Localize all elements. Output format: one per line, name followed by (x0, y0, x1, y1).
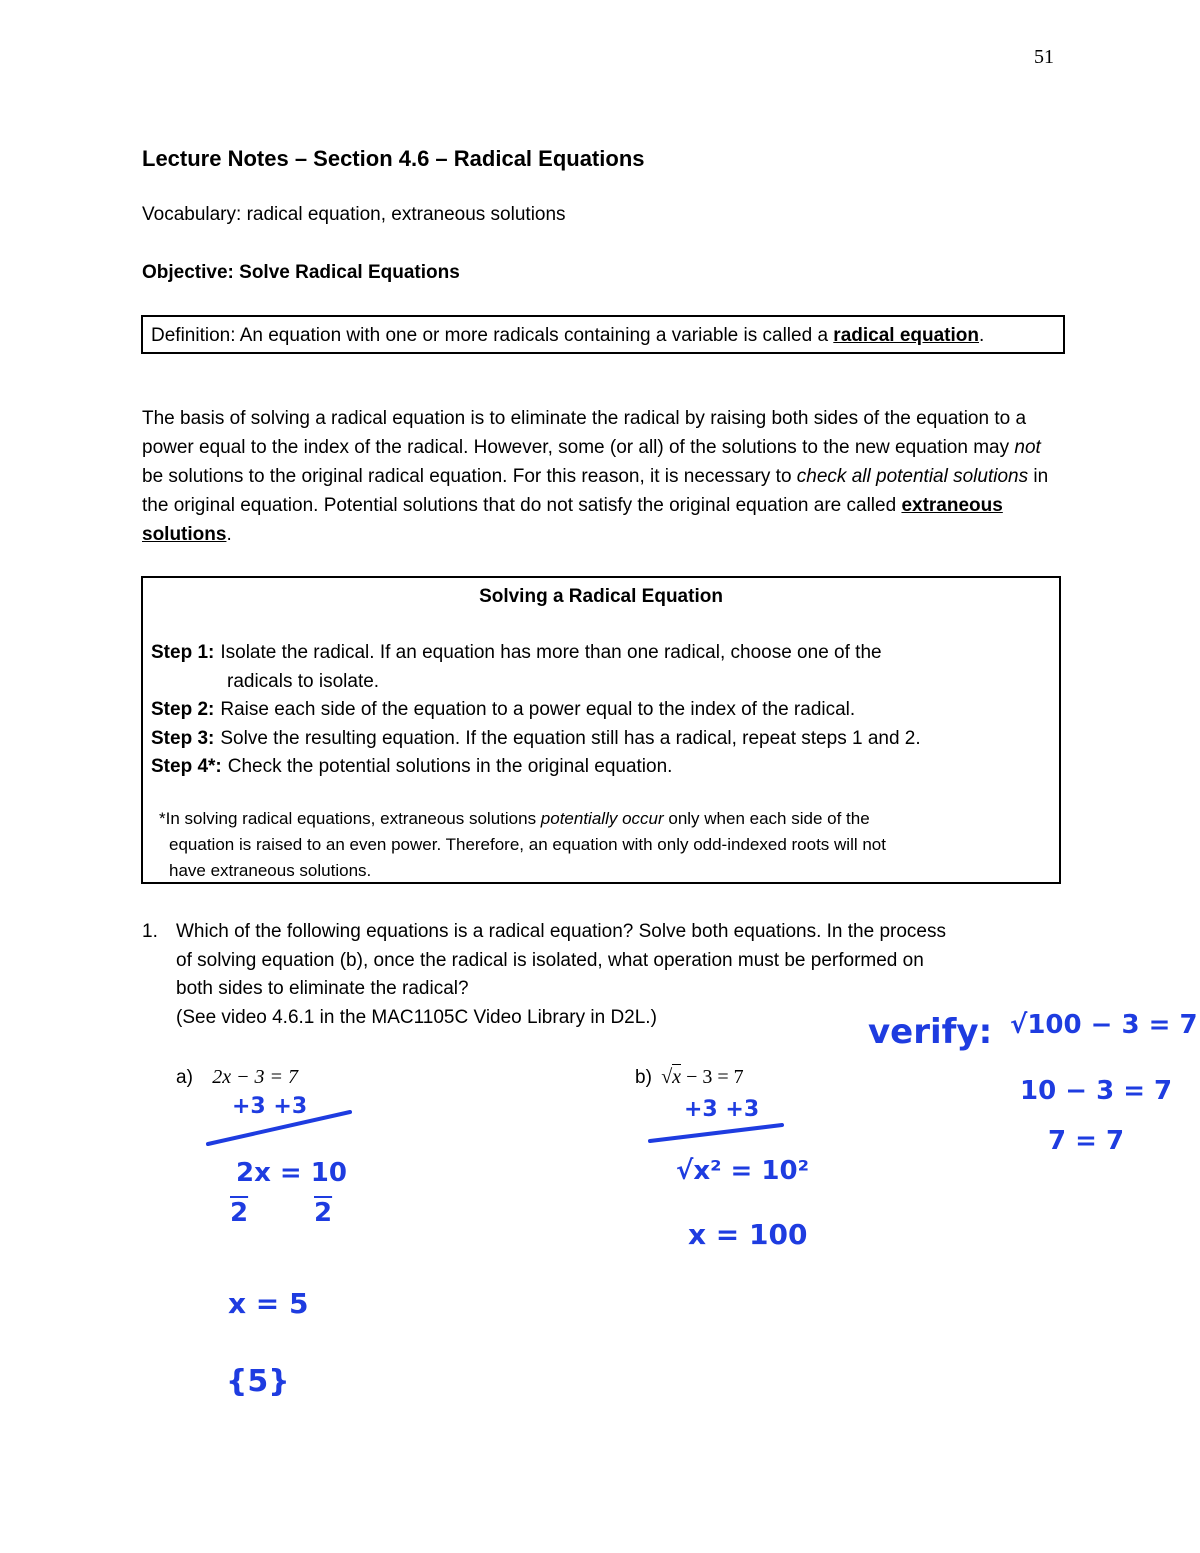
hw-verify-label: verify: (868, 1012, 993, 1052)
basis-text-1: The basis of solving a radical equation is to eliminate the radical by raising both sides of the equation to a power equal to the index of the radical. However, some (or all) of the solutions to the new equation may (142, 408, 1027, 458)
step-1-text: Isolate the radical. If an equation has more than one radical, choose one of the (220, 642, 882, 663)
part-b-radicand: x (672, 1066, 682, 1088)
step-3-text: Solve the resulting equation. If the equation still has a radical, repeat steps 1 and 2. (220, 727, 921, 749)
basis-text-2: be solutions to the original radical equation. For this reason, it is necessary to (142, 466, 797, 487)
steps-title: Solving a Radical Equation (479, 586, 723, 607)
definition-term: radical equation (833, 325, 979, 346)
part-b-label: b) (635, 1067, 652, 1088)
footnote-c: equation is raised to an even power. Therefore, an equation with only odd-indexed roots will not (169, 834, 886, 854)
hw-b-step1: +3 +3 (684, 1097, 760, 1122)
footnote-a: *In solving radical equations, extraneous solutions (159, 808, 541, 828)
hw-a-solution-set: {5} (226, 1364, 290, 1399)
question-number: 1. (142, 921, 158, 942)
part-a-label: a) (176, 1067, 193, 1088)
hw-verify-line3: 7 = 7 (1048, 1126, 1125, 1156)
hw-verify-line2: 10 − 3 = 7 (1020, 1076, 1173, 1106)
step-3-label: Step 3: (151, 727, 215, 749)
hw-b-result: x = 100 (688, 1218, 808, 1251)
step-1-label: Step 1: (151, 642, 215, 663)
basis-end: . (226, 524, 232, 545)
hw-a-step1: +3 +3 (232, 1094, 308, 1119)
basis-text-3: in the original equation. Potential solutions that do not satisfy the original equation are called (142, 466, 1049, 516)
page-number: 51 (1034, 46, 1054, 68)
question-line-2: of solving equation (b), once the radical is isolated, what operation must be performed on (176, 949, 924, 971)
hw-a-div-left: 2 (230, 1198, 249, 1228)
step-1-continuation: radicals to isolate. (227, 670, 380, 692)
part-a-equation: 2x − 3 = 7 (212, 1066, 299, 1088)
footnote-b: only when each side of the (663, 808, 870, 828)
vocabulary-line: Vocabulary: radical equation, extraneous solutions (142, 204, 566, 225)
objective-heading: Objective: Solve Radical Equations (142, 262, 460, 283)
basis-not: not (1014, 437, 1041, 458)
hw-verify-line1: √100 − 3 = 7 (1010, 1010, 1198, 1040)
question-line-3: both sides to eliminate the radical? (176, 978, 469, 999)
question-line-4: (See video 4.6.1 in the MAC1105C Video Library in D2L.) (176, 1006, 657, 1028)
footnote-d: have extraneous solutions. (169, 860, 372, 880)
definition-text: Definition: An equation with one or more radicals containing a variable is called a (151, 325, 834, 346)
hw-a-step2: 2x = 10 (236, 1158, 347, 1188)
step-4-label: Step 4*: (151, 756, 222, 777)
hw-a-div-right: 2 (314, 1198, 333, 1228)
question-line-1: Which of the following equations is a radical equation? Solve both equations. In the process (176, 921, 946, 942)
hw-b-step2: √x² = 10² (676, 1156, 809, 1186)
part-b-equation: √x − 3 = 7 (661, 1066, 744, 1088)
extraneous-term: extraneous solutions (142, 495, 1003, 545)
step-2-text: Raise each side of the equation to a power equal to the index of the radical. (220, 699, 856, 720)
step-2-label: Step 2: (151, 699, 215, 720)
footnote-emphasis: potentially occur (540, 808, 664, 828)
part-b-rest: − 3 = 7 (681, 1066, 744, 1088)
basis-check-emphasis: check all potential solutions (796, 466, 1029, 487)
step-4-text: Check the potential solutions in the original equation. (227, 756, 673, 777)
definition-end: . (979, 325, 985, 346)
page-title: Lecture Notes – Section 4.6 – Radical Equations (142, 146, 645, 171)
hw-a-result: x = 5 (228, 1287, 309, 1320)
ink-line-b (650, 1125, 782, 1141)
